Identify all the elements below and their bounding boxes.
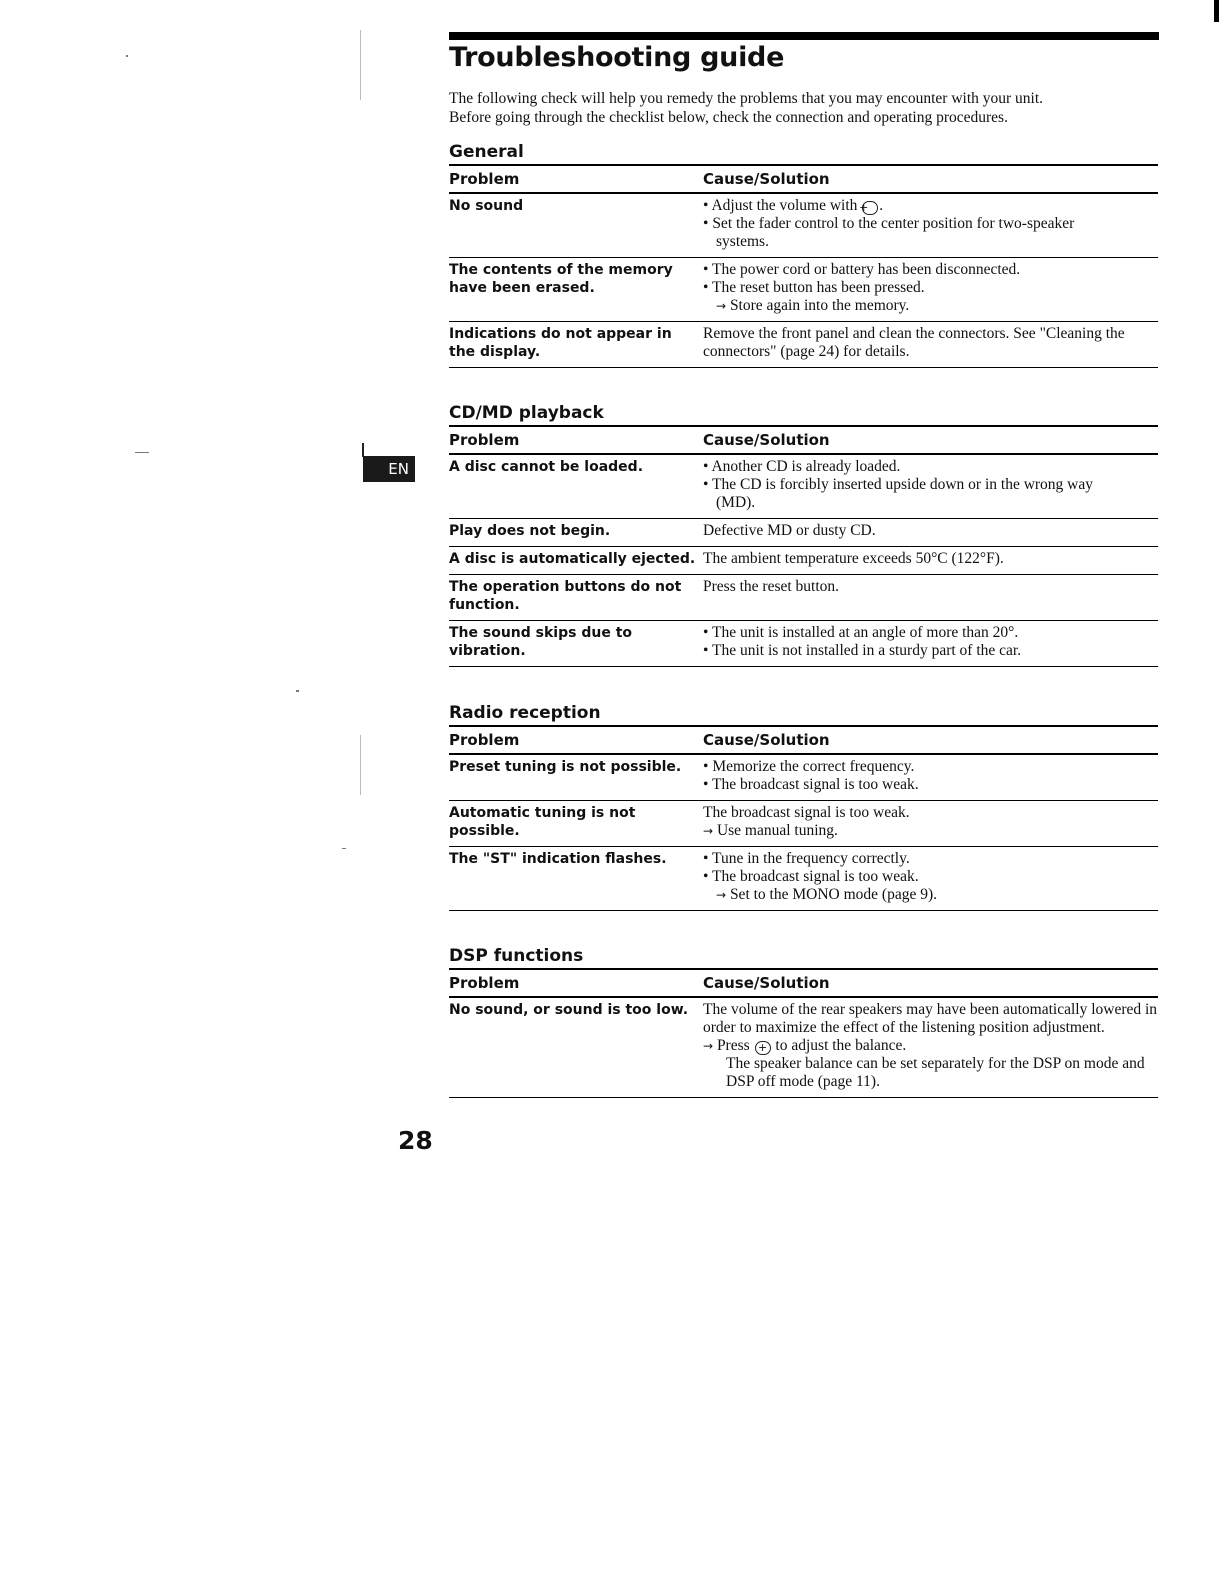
solution-item: • Another CD is already loaded. bbox=[703, 458, 901, 475]
table-row bbox=[449, 193, 1158, 258]
solution-text: Set to the MONO mode (page 9). bbox=[729, 886, 937, 903]
solution-cell bbox=[703, 193, 1158, 258]
section-cdmd-playback bbox=[449, 402, 1158, 667]
scan-speck bbox=[360, 30, 361, 100]
table-row bbox=[449, 547, 1158, 575]
solution-step bbox=[703, 886, 1158, 904]
problem-header: Problem bbox=[449, 974, 520, 992]
intro-line-1: The following check will help you remedy the problems that you may encounter with your unit. bbox=[449, 90, 1044, 107]
section-title: CD/MD playback bbox=[449, 403, 604, 423]
solution-text: The power cord or battery has been disconnected. bbox=[712, 261, 1021, 278]
arrow-right-icon: → bbox=[703, 1039, 714, 1053]
table-header-row bbox=[449, 726, 1158, 754]
solution-text: Use manual tuning. bbox=[716, 822, 838, 839]
problem-cell: The operation buttons do not function. bbox=[449, 579, 682, 613]
problem-cell: The contents of the memory have been erased. bbox=[449, 262, 673, 296]
problem-cell: Indications do not appear in the display. bbox=[449, 326, 672, 360]
solution-text: The broadcast signal is too weak. bbox=[712, 868, 919, 885]
section-dsp-functions bbox=[449, 945, 1158, 1098]
scan-speck bbox=[296, 690, 299, 692]
solution-item: • The unit is installed at an angle of more than 20°. bbox=[703, 624, 1019, 641]
problem-header: Problem bbox=[449, 731, 520, 749]
solution-continuation: systems. bbox=[716, 233, 769, 250]
solution-cell bbox=[703, 575, 1158, 621]
page-title: Troubleshooting guide bbox=[449, 42, 785, 73]
solution-header: Cause/Solution bbox=[703, 170, 830, 188]
solution-item: • Set the fader control to the center position for two-speaker bbox=[703, 215, 1075, 232]
scan-speck bbox=[126, 55, 128, 57]
solution-item: • Memorize the correct frequency. bbox=[703, 758, 915, 775]
solution-text: Defective MD or dusty CD. bbox=[703, 522, 876, 539]
solution-cell bbox=[703, 801, 1158, 847]
solution-text: Store again into the memory. bbox=[729, 297, 910, 314]
solution-cell bbox=[703, 258, 1158, 322]
section-title: DSP functions bbox=[449, 946, 584, 966]
solution-cell bbox=[703, 997, 1158, 1098]
troubleshooting-table bbox=[449, 968, 1158, 1098]
arrow-right-icon: → bbox=[716, 888, 727, 902]
solution-header: Cause/Solution bbox=[703, 731, 830, 749]
table-row bbox=[449, 801, 1158, 847]
solution-text: The CD is forcibly inserted upside down or in the wrong way bbox=[712, 476, 1093, 493]
problem-cell: No sound, or sound is too low. bbox=[449, 1002, 689, 1018]
table-row bbox=[449, 454, 1158, 519]
page-number: 28 bbox=[398, 1126, 433, 1155]
section-general bbox=[449, 141, 1158, 368]
solution-text: Another CD is already loaded. bbox=[711, 458, 901, 475]
problem-cell: Preset tuning is not possible. bbox=[449, 759, 682, 775]
troubleshooting-table bbox=[449, 164, 1158, 368]
table-header-row bbox=[449, 165, 1158, 193]
scan-speck bbox=[360, 735, 361, 795]
solution-continuation: (MD). bbox=[716, 494, 756, 511]
title-rule bbox=[449, 32, 1159, 40]
problem-header: Problem bbox=[449, 431, 520, 449]
corner-registration-mark bbox=[1214, 0, 1219, 22]
solution-text: Press bbox=[716, 1037, 750, 1054]
solution-text: The reset button has been pressed. bbox=[712, 279, 925, 296]
language-side-tab: EN bbox=[363, 456, 415, 482]
solution-cell bbox=[703, 621, 1158, 667]
side-tab-tick bbox=[362, 443, 364, 457]
solution-text: The unit is installed at an angle of more than 20°. bbox=[712, 624, 1019, 641]
solution-cell bbox=[703, 754, 1158, 801]
problem-cell: No sound bbox=[449, 198, 524, 214]
problem-cell: A disc cannot be loaded. bbox=[449, 459, 644, 475]
solution-text: . bbox=[879, 197, 884, 214]
scan-speck bbox=[135, 452, 149, 453]
problem-cell: Play does not begin. bbox=[449, 523, 611, 539]
problem-cell: A disc is automatically ejected. bbox=[449, 551, 696, 567]
balance-plus-icon: + bbox=[755, 1041, 771, 1055]
solution-item: • Adjust the volume with + . bbox=[703, 197, 884, 214]
solution-text: Remove the front panel and clean the connectors. See "Cleaning the connectors" (page 24) for details. bbox=[703, 325, 1125, 360]
solution-cell bbox=[703, 847, 1158, 911]
table-row bbox=[449, 847, 1158, 911]
solution-item: • The power cord or battery has been disconnected. bbox=[703, 261, 1021, 278]
solution-item: • The broadcast signal is too weak. bbox=[703, 776, 919, 793]
table-row bbox=[449, 322, 1158, 368]
solution-step bbox=[703, 822, 1158, 840]
solution-text: Set the fader control to the center position for two-speaker bbox=[712, 215, 1075, 232]
intro-text bbox=[449, 89, 1149, 127]
solution-step bbox=[703, 297, 1158, 315]
solution-item: • The CD is forcibly inserted upside down or in the wrong way bbox=[703, 476, 1093, 493]
solution-note: The speaker balance can be set separately for the DSP on mode and DSP off mode (page 11). bbox=[726, 1055, 1145, 1090]
solution-header: Cause/Solution bbox=[703, 974, 830, 992]
solution-item: • The unit is not installed in a sturdy part of the car. bbox=[703, 642, 1022, 659]
problem-header: Problem bbox=[449, 170, 520, 188]
solution-text: The volume of the rear speakers may have been automatically lowered in order to maximize the effect of the listening position adjustment. bbox=[703, 1001, 1158, 1036]
solution-item: • The broadcast signal is too weak. bbox=[703, 868, 919, 885]
table-header-row bbox=[449, 969, 1158, 997]
arrow-right-icon: → bbox=[703, 824, 714, 838]
table-row bbox=[449, 754, 1158, 801]
section-title: General bbox=[449, 142, 524, 162]
table-row bbox=[449, 519, 1158, 547]
solution-item: • Tune in the frequency correctly. bbox=[703, 850, 910, 867]
problem-cell: The sound skips due to vibration. bbox=[449, 625, 633, 659]
solution-text: Tune in the frequency correctly. bbox=[712, 850, 910, 867]
solution-text: to adjust the balance. bbox=[775, 1037, 907, 1054]
solution-text: Press the reset button. bbox=[703, 578, 840, 595]
solution-text: The unit is not installed in a sturdy part of the car. bbox=[712, 642, 1022, 659]
solution-cell bbox=[703, 519, 1158, 547]
intro-line-2: Before going through the checklist below, check the connection and operating procedures. bbox=[449, 109, 1008, 126]
solution-step bbox=[703, 1037, 1158, 1055]
arrow-right-icon: → bbox=[716, 299, 727, 313]
solution-item: • The reset button has been pressed. bbox=[703, 279, 925, 296]
solution-text: Memorize the correct frequency. bbox=[712, 758, 915, 775]
table-row bbox=[449, 621, 1158, 667]
solution-cell bbox=[703, 547, 1158, 575]
section-radio-reception bbox=[449, 702, 1158, 911]
table-row bbox=[449, 997, 1158, 1098]
solution-header: Cause/Solution bbox=[703, 431, 830, 449]
solution-text: The broadcast signal is too weak. bbox=[712, 776, 919, 793]
solution-text: The broadcast signal is too weak. bbox=[703, 804, 910, 821]
troubleshooting-table bbox=[449, 425, 1158, 667]
solution-text: The ambient temperature exceeds 50°C (122°F). bbox=[703, 550, 1004, 567]
volume-plus-icon: + bbox=[862, 201, 878, 215]
problem-cell: The "ST" indication flashes. bbox=[449, 851, 667, 867]
table-header-row bbox=[449, 426, 1158, 454]
solution-cell bbox=[703, 322, 1158, 368]
solution-text: Adjust the volume with bbox=[711, 197, 858, 214]
table-row bbox=[449, 575, 1158, 621]
scan-speck bbox=[342, 848, 346, 849]
solution-cell bbox=[703, 454, 1158, 519]
problem-cell: Automatic tuning is not possible. bbox=[449, 805, 636, 839]
troubleshooting-table bbox=[449, 725, 1158, 911]
table-row bbox=[449, 258, 1158, 322]
section-title: Radio reception bbox=[449, 703, 601, 723]
